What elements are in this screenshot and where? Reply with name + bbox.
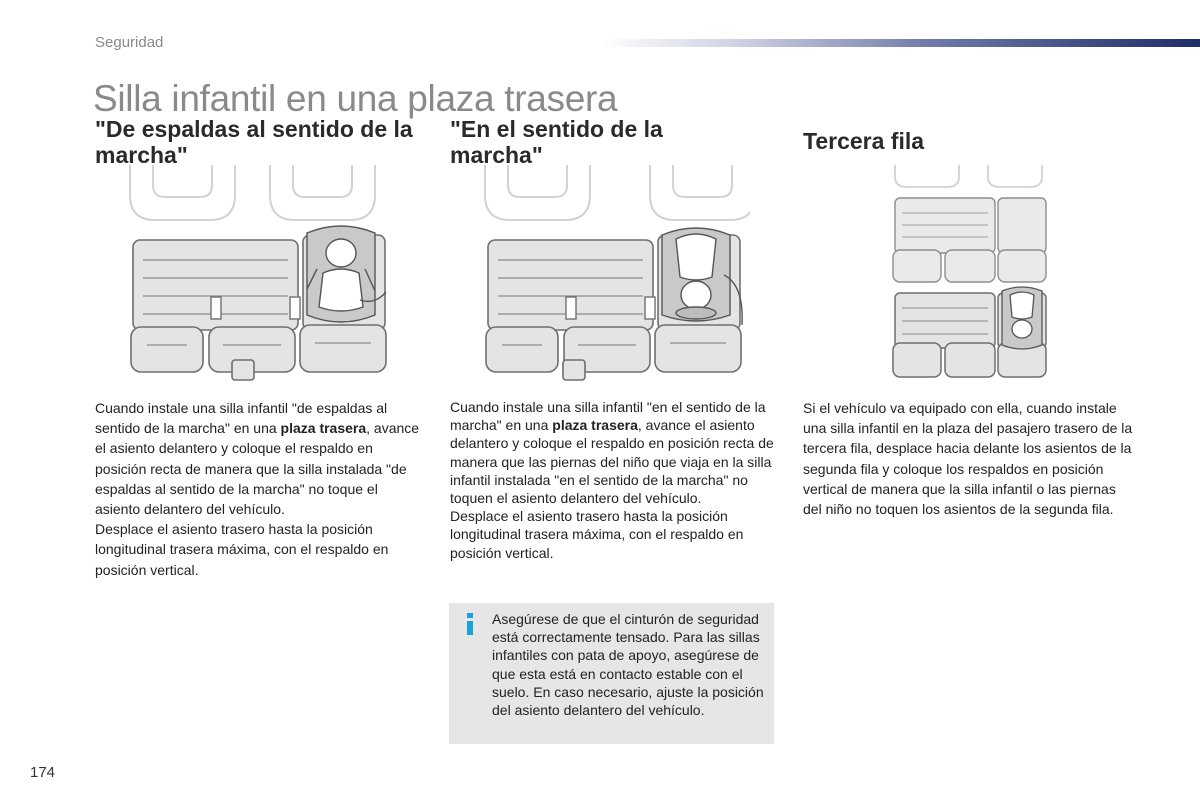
paragraph <box>450 398 780 507</box>
page-number: 174 <box>30 764 56 781</box>
heading-rear-facing: "De espaldas al sentido de la marcha" <box>95 116 413 168</box>
heading-third-row: Tercera fila <box>803 128 925 154</box>
heading-forward-facing: "En el sentido de la marcha" <box>450 116 663 168</box>
info-box <box>449 603 774 744</box>
bold-text: plaza trasera <box>552 417 638 434</box>
text-span: Cuando instale una silla infantil "en el sentido de la marcha" en una <box>450 399 766 434</box>
third-row-child-seat-diagram <box>890 165 1050 385</box>
page-title: Silla infantil en una plaza trasera <box>93 78 618 119</box>
third-row-description <box>803 398 1133 519</box>
paragraph <box>95 398 425 519</box>
info-text: Asegúrese de que el cinturón de seguridad está correctamente tensado. Para las sillas infantiles con pata de apoyo, asegúrese de que esta está en contacto estable con el suelo. En caso necesario, ajuste la posición del asiento delantero del vehículo. <box>492 611 764 719</box>
text-span: , avance el asiento delantero y coloque el respaldo en posición recta de manera que la silla instalada "de espaldas al sentido de la marcha" no toque el asiento delantero del vehículo. <box>95 420 420 518</box>
rear-facing-description <box>95 398 425 580</box>
forward-facing-description <box>450 398 780 562</box>
paragraph: Desplace el asiento trasero hasta la posición longitudinal trasera máxima, con el respaldo en posición vertical. <box>450 508 744 561</box>
text-span: , avance el asiento delantero y coloque el respaldo en posición recta de manera que las piernas del niño que viaja en la silla infantil instalada "en el sentido de la marcha" no toquen el asiento delantero del vehículo. <box>450 417 774 507</box>
bold-text: plaza trasera <box>280 420 367 437</box>
section-label: Seguridad <box>95 34 164 51</box>
text-span: Cuando instale una silla infantil "de espaldas al sentido de la marcha" en una <box>95 400 388 437</box>
rear-facing-child-seat-diagram <box>125 165 390 385</box>
paragraph: Desplace el asiento trasero hasta la posición longitudinal trasera máxima, con el respaldo en posición vertical. <box>95 521 389 578</box>
forward-facing-child-seat-diagram <box>480 165 750 385</box>
header-gradient-bar <box>600 39 1200 47</box>
info-icon <box>463 613 477 635</box>
paragraph: Si el vehículo va equipado con ella, cuando instale una silla infantil en la plaza del pasajero trasero de la tercera fila, desplace hacia delante los asientos de la segunda fila y coloque los respaldos en posición vertical de manera que la silla infantil o las piernas del niño no toquen los asientos de la segunda fila. <box>803 400 1133 518</box>
